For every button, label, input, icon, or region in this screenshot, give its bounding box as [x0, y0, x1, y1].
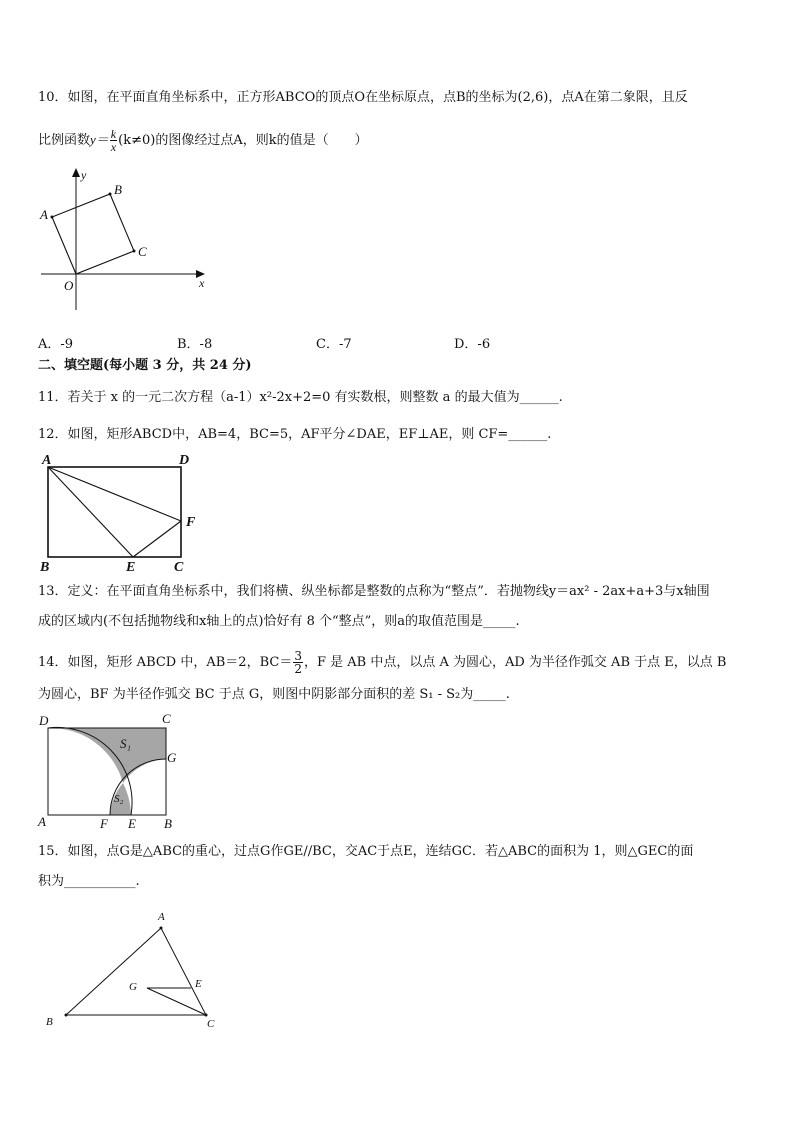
- q14-fraction: $\frac{3}{2}$: [294, 649, 302, 676]
- q10-fraction: $\frac{k}{x}$: [110, 127, 117, 154]
- point-c: [205, 1014, 208, 1017]
- segment-af: [48, 467, 181, 521]
- segment-ef: [133, 521, 181, 557]
- rect-abcd: [48, 467, 181, 557]
- q10-line2-after: 的图像经过点A，则k的值是（ ）: [155, 133, 368, 148]
- label-e: E: [126, 560, 136, 575]
- point-c: [133, 250, 136, 253]
- label-c: C: [162, 711, 171, 726]
- label-c: C: [138, 244, 147, 259]
- label-a: A: [40, 207, 48, 222]
- q14-line2: 为圆心，BF 为半径作弧交 BC 于点 G，则图中阴影部分面积的差 S₁ - S₂为_____.: [38, 687, 510, 702]
- point-a: [51, 216, 54, 219]
- label-b: B: [114, 182, 122, 197]
- label-f: F: [100, 816, 108, 831]
- q13-line2: 成的区域内(不包括抛物线和x轴上的点)恰好有 8 个“整点”，则a的取值范围是_____.: [38, 614, 520, 629]
- segment-ae: [48, 467, 133, 557]
- label-d: D: [39, 713, 49, 728]
- point-b: [65, 1014, 68, 1017]
- q11-text: 11．若关于 x 的一元二次方程（a-1）x²-2x+2=0 有实数根，则整数 a 的最大值为______.: [38, 390, 563, 405]
- q14-line1: [38, 650, 726, 675]
- label-g: G: [129, 981, 137, 993]
- point-b: [109, 193, 112, 196]
- q15-figure: [40, 905, 230, 1035]
- q12-text: 12．如图，矩形ABCD中，AB=4，BC=5，AF平分∠DAE，EF⊥AE，则 CF=______.: [38, 427, 552, 442]
- shaded-s1: [48, 728, 166, 783]
- label-e: E: [128, 816, 136, 831]
- label-x: x: [199, 276, 205, 290]
- label-e: E: [195, 978, 202, 990]
- label-b: B: [40, 560, 50, 575]
- q12-figure: [36, 450, 211, 575]
- q10-option-c[interactable]: C．-7: [316, 337, 352, 352]
- label-b: B: [164, 816, 172, 831]
- q10-line2-before: 比例函数: [38, 133, 91, 148]
- label-a: A: [158, 911, 165, 923]
- q10-option-a[interactable]: A．-9: [38, 337, 74, 352]
- q14-line1-after: ，F 是 AB 中点，以点 A 为圆心，AD 为半径作弧交 AB 于点 E，以点 B: [303, 655, 727, 670]
- q13-line1: 13．定义：在平面直角坐标系中，我们将横、纵坐标都是整数的点称为“整点”．若抛物线y＝ax² - 2ax+a+3与x轴围: [38, 584, 710, 599]
- q10-line2: [38, 128, 368, 153]
- q10-y: y＝: [90, 132, 109, 147]
- square-abco: [52, 194, 134, 274]
- section2-title: 二、填空题(每小题 3 分，共 24 分): [38, 358, 252, 373]
- label-c: C: [207, 1018, 215, 1030]
- label-c: C: [174, 560, 184, 575]
- label-y: y: [81, 168, 87, 182]
- q10-figure: [36, 165, 216, 315]
- point-a: [160, 927, 163, 930]
- q10-line1: 10．如图，在平面直角坐标系中，正方形ABCO的顶点O在坐标原点，点B的坐标为(2,6)，点A在第二象限，且反: [38, 90, 688, 105]
- triangle-abc: [66, 928, 206, 1015]
- y-axis-arrow-icon: [72, 168, 80, 177]
- label-b: B: [46, 1016, 53, 1028]
- label-g: G: [167, 750, 177, 765]
- q14-figure: [36, 710, 186, 832]
- q14-line1-before: 14．如图，矩形 ABCD 中，AB＝2，BC＝: [38, 655, 293, 670]
- q10-option-b[interactable]: B．-8: [177, 337, 213, 352]
- label-o: O: [64, 278, 74, 293]
- label-f: F: [186, 515, 196, 530]
- label-a: A: [38, 814, 46, 829]
- label-a: A: [42, 453, 52, 468]
- q15-line2: 积为___________.: [38, 874, 140, 889]
- label-s1: S₁: [120, 736, 132, 751]
- segment-gc: [147, 988, 206, 1015]
- q15-line1: 15．如图，点G是△ABC的重心，过点G作GE//BC，交AC于点E，连结GC．若△ABC的面积为 1，则△GEC的面: [38, 844, 694, 859]
- label-s2: S₂: [114, 793, 124, 805]
- q10-cond: (k≠0): [118, 133, 156, 148]
- q10-option-d[interactable]: D．-6: [454, 337, 491, 352]
- label-d: D: [179, 453, 190, 468]
